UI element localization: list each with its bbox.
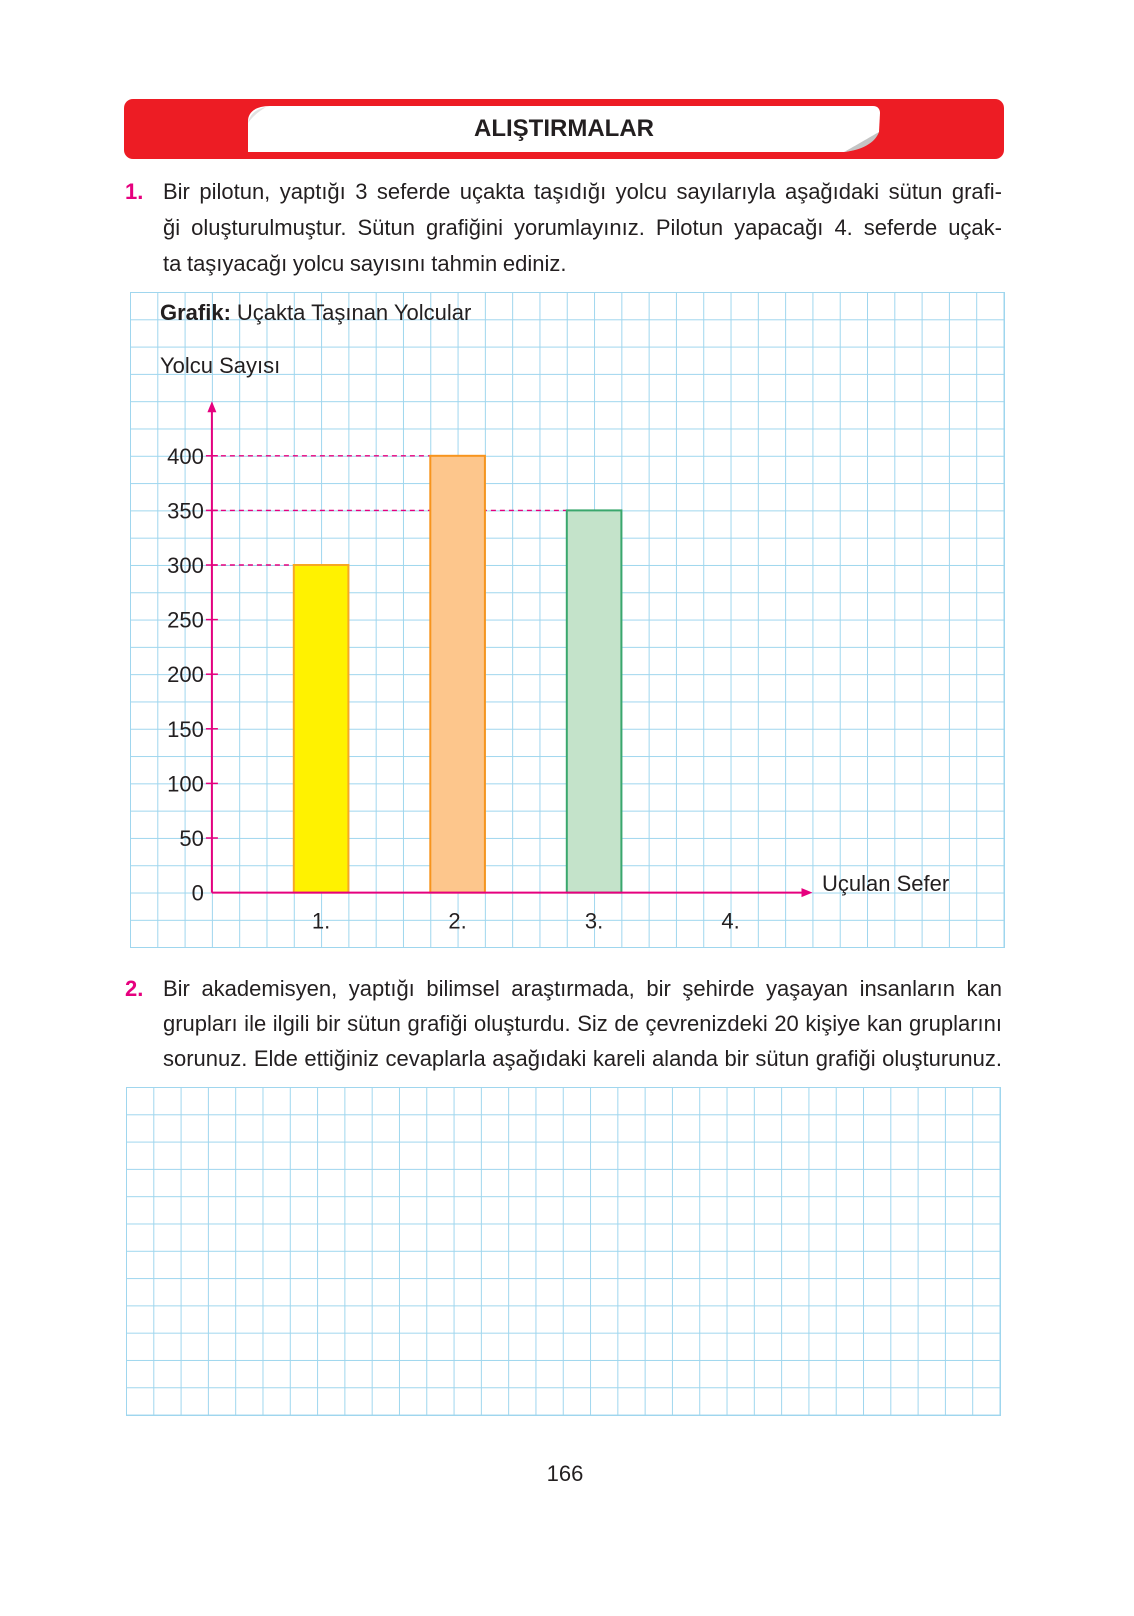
y-tick-label: 400 [167,443,204,469]
x-axis-arrow [802,888,813,897]
exercise-2-text [163,971,1002,1076]
exercise-1-text [163,174,1002,282]
exercise-2-number: 2. [125,976,144,1001]
x-category-label: 1. [311,908,331,934]
x-axis-label: Uçulan Sefer [822,871,950,896]
x-category-label: 3. [584,908,604,934]
exercise-1-number: 1. [125,179,144,204]
exercise-1-line: ği oluşturulmuştur. Sütun grafiğini yorumlayınız. Pilotun yapacağı 4. seferde uçak- [163,215,1002,240]
x-category-label: 2. [448,908,467,934]
page-number: 166 [546,1461,584,1486]
y-tick-label: 150 [167,716,204,742]
y-tick-label: 0 [191,880,204,906]
bar-1 [294,565,349,893]
answer-grid-paper [126,1087,1001,1416]
section-title: ALIŞTIRMALAR [474,115,654,142]
y-tick-label: 100 [167,771,204,797]
y-axis-label: Yolcu Sayısı [160,353,281,378]
exercise-1-line: ta taşıyacağı yolcu sayısını tahmin ediniz. [163,251,567,276]
exercise-2-line: grupları ile ilgili bir sütun grafiği oluşturdu. Siz de çevrenizdeki 20 kişiye kan gruplarını [163,1011,1002,1036]
y-tick-label: 300 [167,553,204,578]
exercise-2-line: Bir akademisyen, yaptığı bilimsel araştırmada, bir şehirde yaşayan insanların kan [163,976,1002,1001]
bar-chart [130,292,1004,948]
exercise-2-line: sorunuz. Elde ettiğiniz cevaplarla aşağıdaki kareli alanda bir sütun grafiği oluşturunuz. [163,1046,1002,1071]
y-tick-label: 250 [167,607,204,633]
y-tick-label: 50 [179,826,204,851]
exercise-1-line: Bir pilotun, yaptığı 3 seferde uçakta taşıdığı yolcu sayılarıyla aşağıdaki sütun grafi- [163,179,1002,204]
y-tick-label: 200 [167,662,204,688]
chart-title-text: Uçakta Taşınan Yolcular [236,300,472,325]
y-axis-arrow [207,401,216,412]
y-tick-label: 350 [167,498,204,524]
bar-2 [430,456,485,893]
x-category-label: 4. [721,908,740,934]
chart-title-prefix: Grafik: [160,300,231,325]
bar-3 [567,510,622,892]
